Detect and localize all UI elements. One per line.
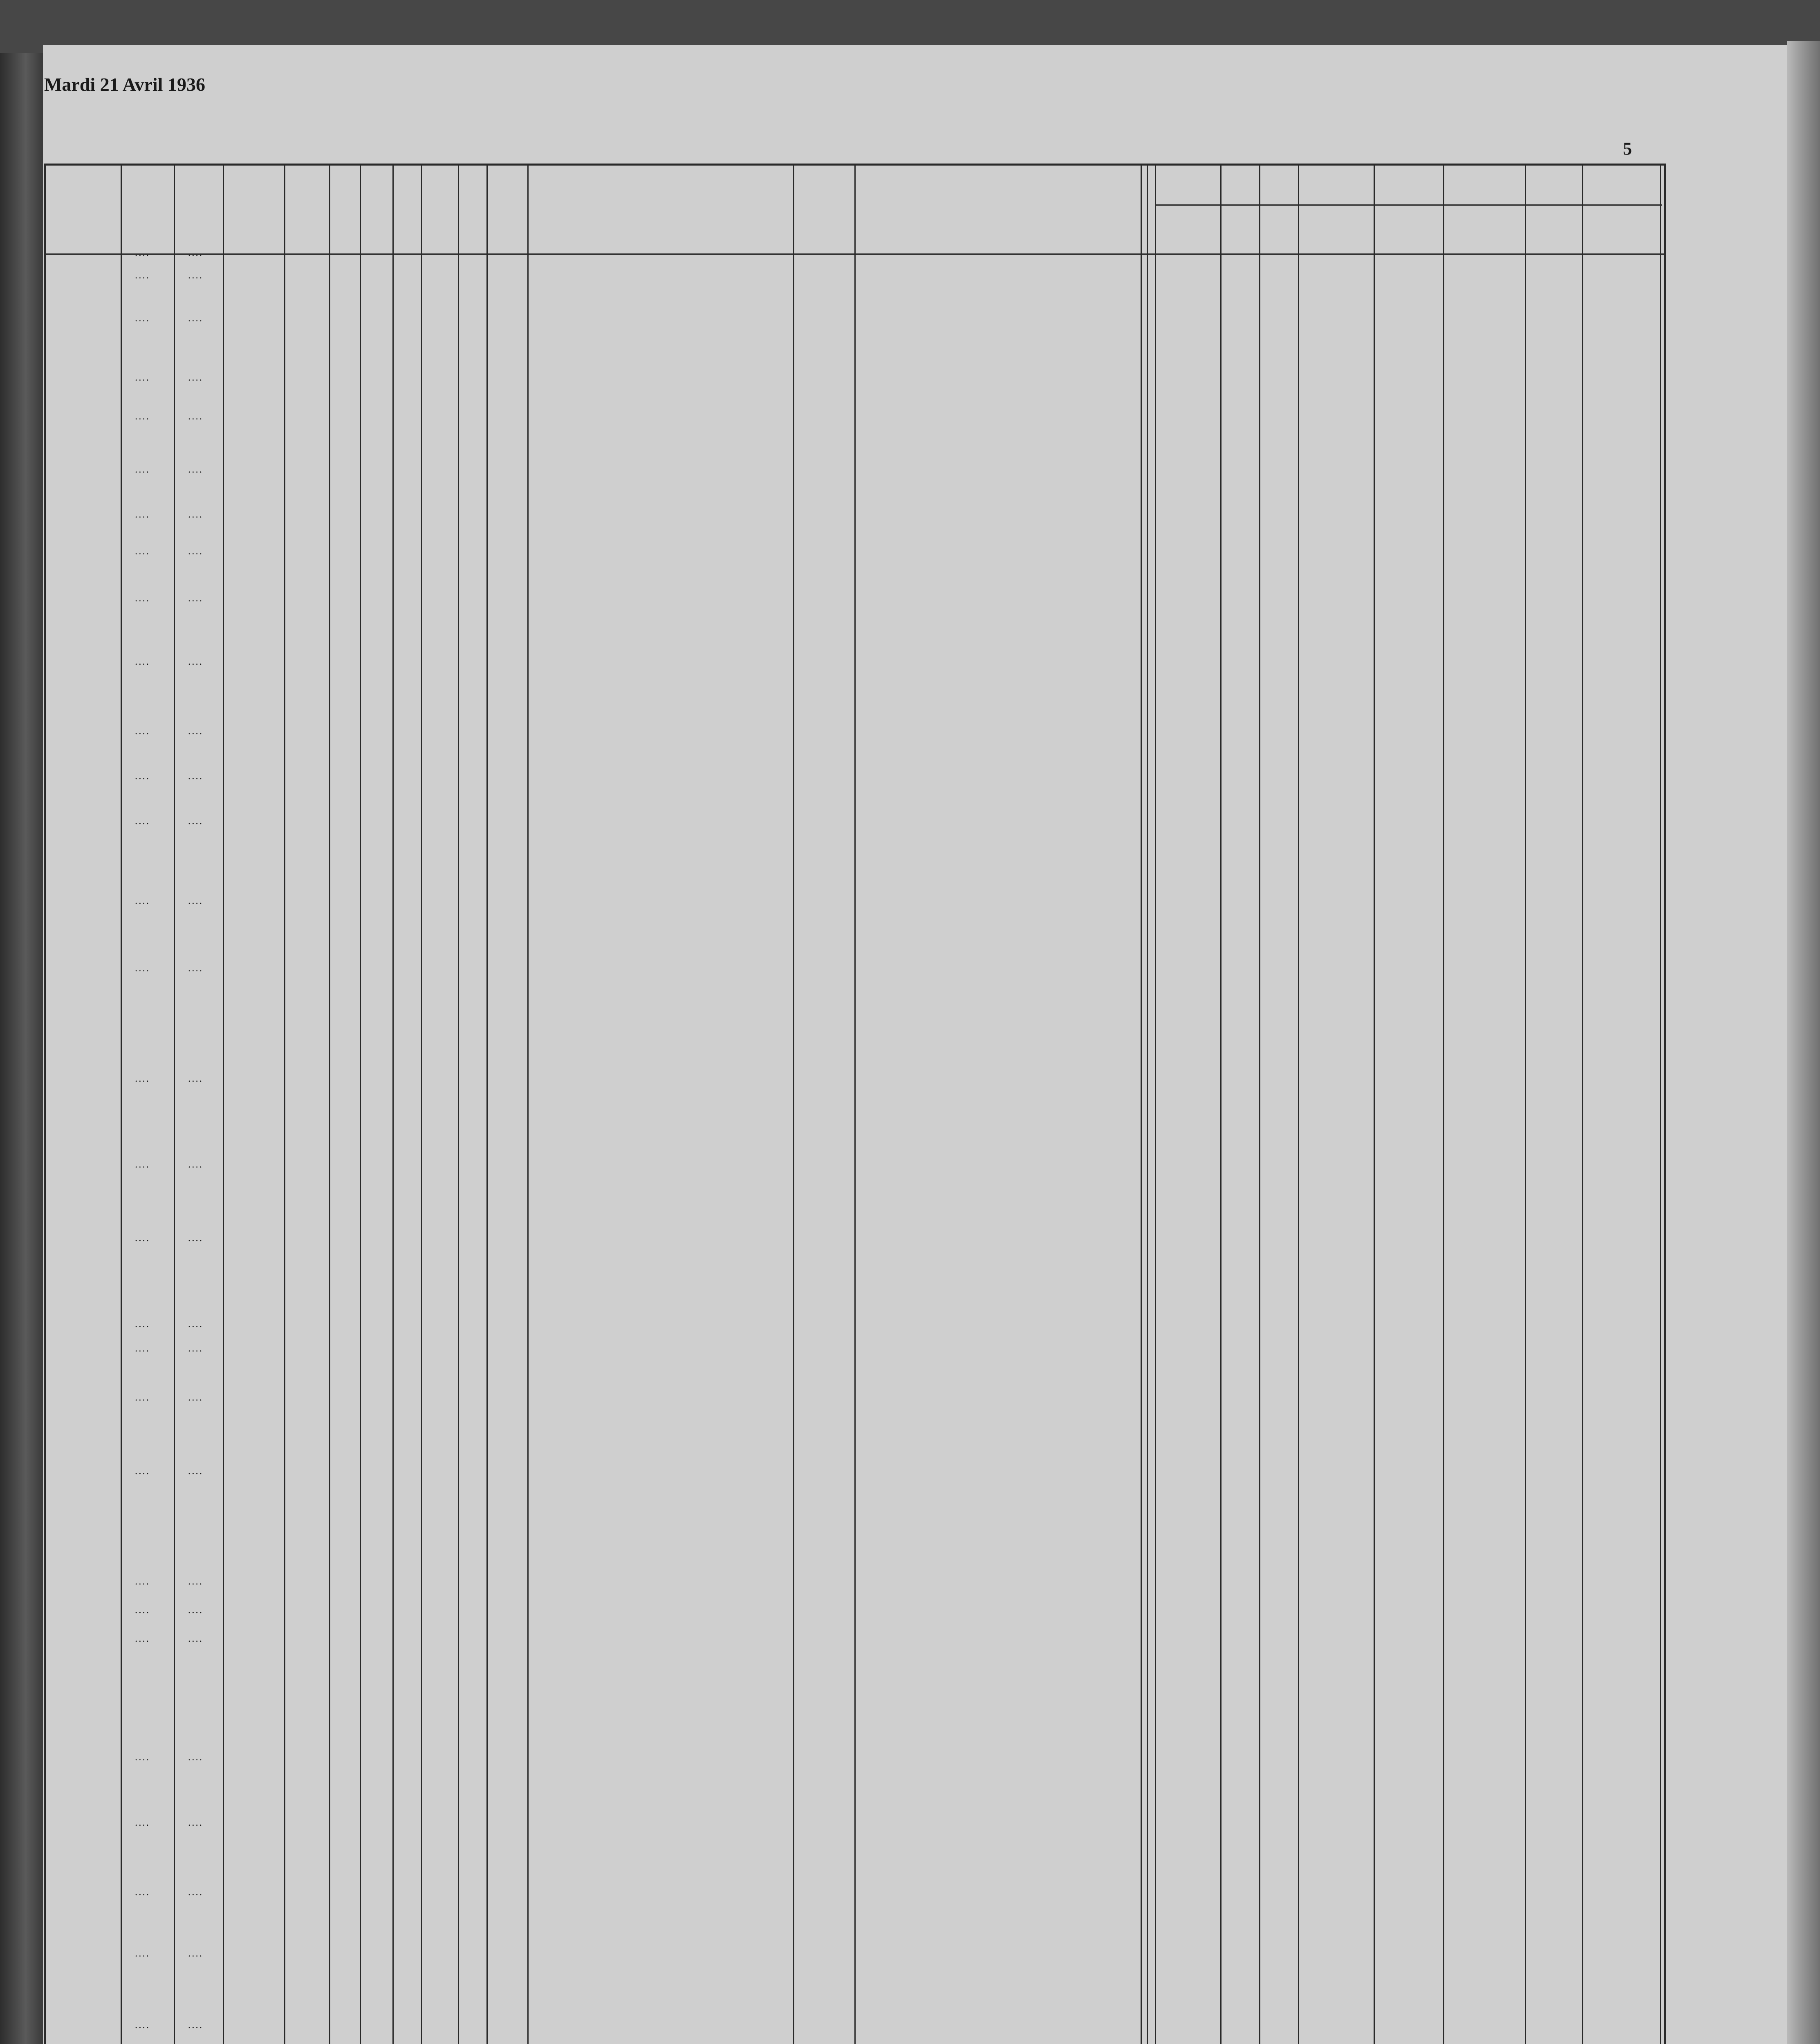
column-divider: [223, 166, 224, 2044]
dotted-placeholder: ....: [135, 1633, 150, 1644]
column-divider: [121, 166, 122, 2044]
dotted-placeholder: ....: [135, 895, 150, 906]
dotted-placeholder: ....: [188, 1948, 203, 1959]
dotted-placeholder: ....: [188, 963, 203, 974]
dotted-placeholder: ....: [188, 1343, 203, 1354]
dotted-placeholder: ....: [135, 1343, 150, 1354]
column-divider: [1141, 166, 1142, 2044]
dotted-placeholder: ....: [188, 1392, 203, 1403]
dotted-placeholder: ....: [135, 1466, 150, 1477]
book-binding: [0, 53, 43, 2044]
dotted-placeholder: ....: [135, 372, 150, 383]
dotted-placeholder: ....: [135, 1887, 150, 1898]
dotted-placeholder: ....: [188, 464, 203, 475]
dotted-placeholder: ....: [188, 270, 203, 281]
header-divider: [1155, 204, 1662, 206]
column-divider: [1259, 166, 1260, 2044]
dotted-placeholder: ....: [188, 1466, 203, 1477]
dotted-placeholder: ....: [188, 726, 203, 737]
dotted-placeholder: ....: [135, 1752, 150, 1763]
header-date: Mardi 21 Avril 1936: [44, 74, 205, 95]
dotted-placeholder: ....: [188, 546, 203, 557]
column-divider: [284, 166, 285, 2044]
dotted-placeholder: ....: [188, 1576, 203, 1587]
dotted-placeholder: ....: [135, 1318, 150, 1329]
dotted-placeholder: ....: [135, 411, 150, 422]
dotted-placeholder: ....: [188, 372, 203, 383]
dotted-placeholder: ....: [188, 1633, 203, 1644]
column-divider: [1220, 166, 1222, 2044]
dotted-placeholder: ....: [188, 593, 203, 604]
dotted-placeholder: ....: [188, 1605, 203, 1616]
dotted-placeholder: ....: [188, 2019, 203, 2031]
dotted-placeholder: ....: [135, 1817, 150, 1828]
dotted-placeholder: ....: [135, 593, 150, 604]
dotted-placeholder: ....: [188, 247, 203, 258]
column-divider: [1374, 166, 1375, 2044]
dotted-placeholder: ....: [188, 1752, 203, 1763]
dotted-placeholder: ....: [135, 1605, 150, 1616]
dotted-placeholder: ....: [188, 656, 203, 667]
dotted-placeholder: ....: [135, 1159, 150, 1170]
dotted-placeholder: ....: [188, 1233, 203, 1244]
dotted-placeholder: ....: [135, 1576, 150, 1587]
dotted-placeholder: ....: [135, 546, 150, 557]
dotted-placeholder: ....: [135, 2019, 150, 2031]
column-divider: [329, 166, 330, 2044]
dotted-placeholder: ....: [135, 1392, 150, 1403]
column-divider: [793, 166, 794, 2044]
dotted-placeholder: ....: [188, 1318, 203, 1329]
dotted-placeholder: ....: [135, 464, 150, 475]
dotted-placeholder: ....: [188, 313, 203, 324]
dotted-placeholder: ....: [188, 816, 203, 827]
dotted-placeholder: ....: [135, 247, 150, 258]
page-edge: [1787, 41, 1820, 2044]
column-divider: [1525, 166, 1526, 2044]
dotted-placeholder: ....: [188, 1887, 203, 1898]
column-divider: [360, 166, 361, 2044]
dotted-placeholder: ....: [188, 1817, 203, 1828]
column-divider: [392, 166, 394, 2044]
column-divider: [1660, 166, 1661, 2044]
dotted-placeholder: ....: [135, 816, 150, 827]
column-divider: [421, 166, 422, 2044]
dotted-placeholder: ....: [188, 411, 203, 422]
column-divider: [1147, 166, 1148, 2044]
column-divider: [486, 166, 488, 2044]
dotted-placeholder: ....: [135, 1948, 150, 1959]
column-divider: [527, 166, 529, 2044]
dotted-placeholder: ....: [135, 1073, 150, 1084]
column-divider: [1298, 166, 1299, 2044]
dotted-placeholder: ....: [135, 656, 150, 667]
dotted-placeholder: ....: [135, 963, 150, 974]
dotted-placeholder: ....: [188, 1159, 203, 1170]
column-divider: [458, 166, 459, 2044]
dotted-placeholder: ....: [135, 1233, 150, 1244]
dotted-placeholder: ....: [188, 509, 203, 520]
dotted-placeholder: ....: [188, 895, 203, 906]
dotted-placeholder: ....: [135, 726, 150, 737]
dotted-placeholder: ....: [135, 313, 150, 324]
column-divider: [1155, 166, 1156, 2044]
column-divider: [174, 166, 175, 2044]
column-divider: [854, 166, 856, 2044]
header-divider: [45, 253, 1664, 255]
column-divider: [1443, 166, 1444, 2044]
dotted-placeholder: ....: [135, 771, 150, 782]
dotted-placeholder: ....: [188, 771, 203, 782]
dotted-placeholder: ....: [135, 270, 150, 281]
dotted-placeholder: ....: [135, 509, 150, 520]
column-divider: [1582, 166, 1583, 2044]
dotted-placeholder: ....: [188, 1073, 203, 1084]
page-number: 5: [1623, 139, 1632, 159]
